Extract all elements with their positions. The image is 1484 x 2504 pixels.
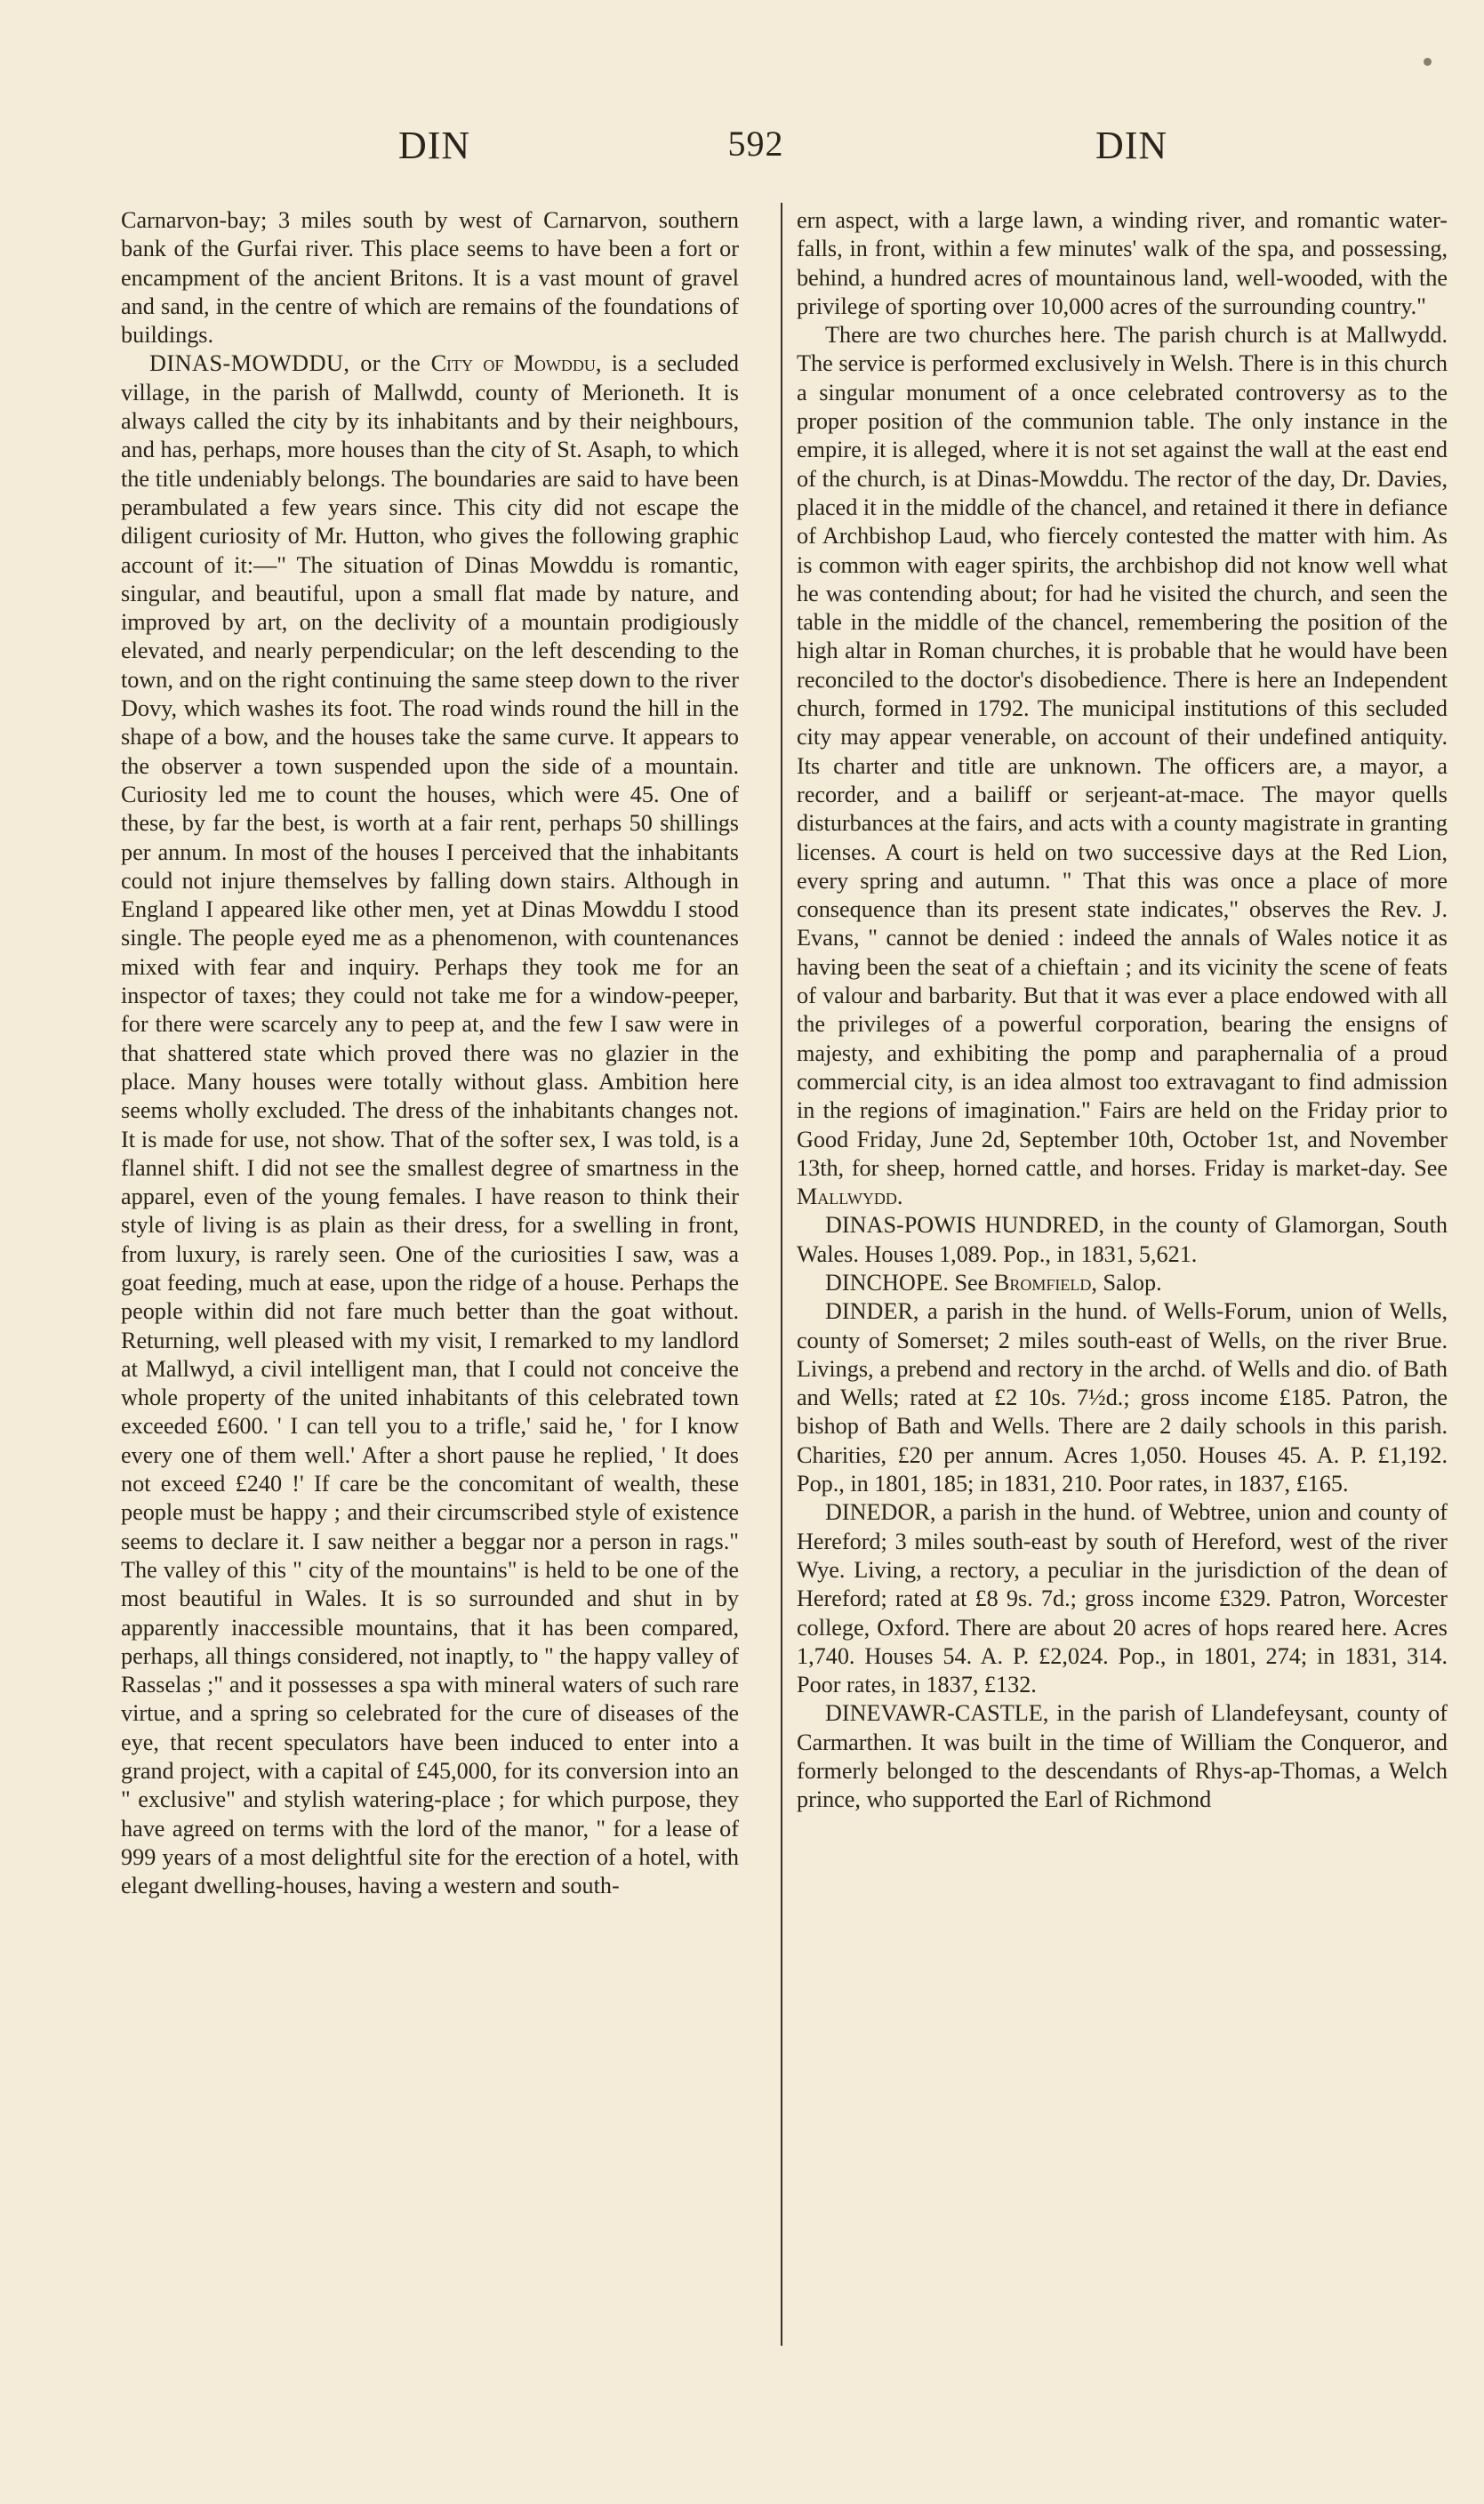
entry-continuation: Carnarvon-bay; 3 miles south by west of Carnarvon, southern bank of the Gurfai river. This place seems to have been a fort or encampment of the ancient Britons. It is a vast mount of gravel and sand, in the centre of which are remains of the foundations of buildings. — [121, 207, 739, 349]
running-header — [0, 123, 1484, 176]
entry-headword: DINAS-MOWDDU, or the — [149, 350, 421, 377]
entry-dinchope — [797, 1269, 1448, 1297]
column-divider — [781, 203, 782, 2346]
entry-dinedor: DINEDOR, a parish in the hund. of Webtree, union and county of Hereford; 3 miles south-east by south of Hereford, west of the river Wye. Living, a rectory, a peculiar in the jurisdiction of the dean of Hereford; rated at £8 9s. 7d.; gross income £329. Patron, Worcester college, Oxford. There are about 20 acres of hops reared here. Acres 1,740. Houses 54. A. P. £2,024. Pop., in 1801, 274; in 1831, 314. Poor rates, in 1837, £132. — [797, 1499, 1448, 1698]
cross-reference: Bromfield, — [993, 1269, 1097, 1296]
entry-dinder: DINDER, a parish in the hund. of Wells-Forum, union of Wells, county of Somerset; 2 miles south-east of Wells, on the river Brue. Livings, a prebend and rectory in the archd. of Wells and dio. of Bath and Wells; rated at £2 10s. 7½d.; gross income £185. Patron, the bishop of Bath and Wells. There are 2 daily schools in this parish. Charities, £20 per annum. Acres 1,050. Houses 45. A. P. £1,192. Pop., in 1801, 185; in 1831, 210. Poor rates, in 1837, £165. — [797, 1298, 1448, 1497]
header-right-word: DIN — [1095, 124, 1168, 167]
entry-tail: Salop. — [1096, 1269, 1162, 1296]
small-caps-text: City of Mowddu, — [430, 350, 602, 377]
right-column — [797, 206, 1448, 1815]
left-column — [121, 206, 739, 1901]
paragraph-churches — [797, 321, 1448, 1211]
entry-dinas-mowddu — [121, 349, 739, 1900]
ink-spot — [1424, 58, 1432, 66]
entry-continuation: ern aspect, with a large lawn, a winding river, and romantic water-falls, in front, within a few minutes' walk of the spa, and possessing, behind, a hundred acres of mountainous land, well-wooded, with the privilege of sporting over 10,000 acres of the surrounding country." — [797, 207, 1448, 319]
cross-reference: Mallwydd. — [797, 1184, 903, 1210]
header-left-word: DIN — [398, 124, 471, 167]
entry-headword: DINCHOPE. See — [825, 1269, 989, 1296]
entry-body: is a secluded village, in the parish of Mallwdd, county of Merioneth. It is always called the city by its inhabitants and by their neighbours, and has, perhaps, more houses than the city of St. Asaph, to which the title undeniably belongs. The boundaries are said to have been perambulated a few years since. This city did not escape the diligent curiosity of Mr. Hutton, who gives the following graphic account of it:—" The situation of Dinas Mowddu is romantic, singular, and beautiful, upon a small flat made by nature, and improved by art, on the declivity of a mountain prodigiously elevated, and nearly perpendicular; on the left descending to the town, and on the right continuing the same steep down to the river Dovy, which washes its foot. The road winds round the hill in the shape of a bow, and the houses take the same curve. It appears to the observer a town suspended upon the side of a mountain. Curiosity led me to count the houses, which were 45. One of these, by far the best, is worth at a fair rent, perhaps 50 shillings per annum. In most of the houses I perceived that the inhabitants could not injure themselves by falling down stairs. Although in England I appeared like other men, yet at Dinas Mowddu I stood single. The people eyed me as a phenomenon, with countenances mixed with fear and inquiry. Perhaps they took me for an inspector of taxes; they could not take me for a window-peeper, for there were scarcely any to peep at, and the few I saw were in that shattered state which proved there was no glazier in the place. Many houses were totally without glass. Ambition here seems wholly excluded. The dress of the inhabitants changes not. It is made for use, not show. That of the softer sex, I was told, is a flannel shift. I did not see the smallest degree of smartness in the apparel, even of the young females. I have reason to think their style of living is as plain as their dress, for a swelling in front, from luxury, is rarely seen. One of the curiosities I saw, was a goat feeding, much at ease, upon the ridge of a house. Perhaps the people within did not fare much better than the goat without. Returning, well pleased with my visit, I remarked to my landlord at Mallwyd, a civil intelligent man, that I could not conceive the whole property of the united inhabitants of this celebrated town exceeded £600. ' I can tell you to a trifle,' said he, ' for I know every one of them well.' After a short pause he replied, ' It does not exceed £240 !' If care be the concomitant of wealth, these people must be happy ; and their circumscribed style of existence seems to declare it. I saw neither a beggar nor a person in rags." The valley of this " city of the mountains" is held to be one of the most beautiful in Wales. It is so surrounded and shut in by apparently inaccessible mountains, that it has been compared, perhaps, all things considered, not inaptly, to " the happy valley of Rasselas ;" and it possesses a spa with mineral waters of such rare virtue, and a spring so celebrated for the cure of diseases of the eye, that recent speculators have been induced to enter into a grand project, with a capital of £45,000, for its conversion into an " exclusive" and stylish watering-place ; for which purpose, they have agreed on terms with the lord of the manor, " for a lease of 999 years of a most delightful site for the erection of a hotel, with elegant dwelling-houses, having a western and south- — [121, 350, 739, 1899]
entry-dinas-powis: DINAS-POWIS HUNDRED, in the county of Glamorgan, South Wales. Houses 1,089. Pop., in 1831, 5,621. — [797, 1212, 1448, 1267]
paragraph-body: There are two churches here. The parish church is at Mallwydd. The service is performed exclusively in Welsh. There is in this church a singular monument of a once celebrated controversy as to the proper position of the communion table. The only instance in the empire, it is alleged, where it is not set against the wall at the east end of the church, is at Dinas-Mowddu. The rector of the day, Dr. Davies, placed it in the middle of the chancel, and retained it there in defiance of Archbishop Laud, who fiercely contested the matter with him. As is common with eager spirits, the archbishop did not know well what he was contending about; for had he visited the church, and seen the table in the middle of the chancel, remembering the position of the high altar in Roman churches, it is probable that he would have been reconciled to the doctor's disobedience. There is here an Independent church, formed in 1792. The municipal institutions of this secluded city may appear venerable, on account of their undefined antiquity. Its charter and title are unknown. The officers are, a mayor, a recorder, and a bailiff or serjeant-at-mace. The mayor quells disturbances at the fairs, and acts with a county magistrate in granting licenses. A court is held on two successive days at the Red Lion, every spring and autumn. " That this was once a place of more consequence than its present state indicates," observes the Rev. J. Evans, " cannot be denied : indeed the annals of Wales notice it as having been the seat of a chieftain ; and its vicinity the scene of feats of valour and barbarity. But that it was ever a place endowed with all the privileges of a powerful corporation, bearing the ensigns of majesty, and exhibiting the pomp and paraphernalia of a proud commercial city, is an idea almost too extravagant to find admission in the regions of imagination." Fairs are held on the Friday prior to Good Friday, June 2d, September 10th, October 1st, and November 13th, for sheep, horned cattle, and horses. Friday is market-day. See — [797, 322, 1448, 1181]
page-number: 592 — [727, 124, 784, 164]
entry-dinevawr-castle: DINEVAWR-CASTLE, in the parish of Llandefeysant, county of Carmarthen. It was built in the time of William the Conqueror, and formerly belonged to the descendants of Rhys-ap-Thomas, a Welch prince, who supported the Earl of Richmond — [797, 1700, 1448, 1813]
